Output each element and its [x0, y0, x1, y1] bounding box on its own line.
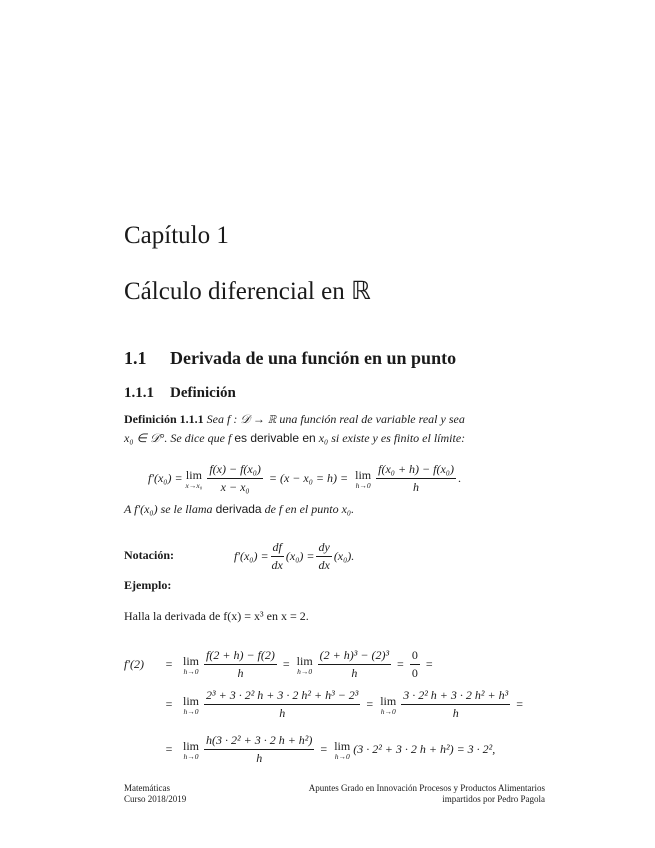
derivative-note: A f′(x₀) se le llama derivada de f en el punto x₀.: [124, 502, 355, 516]
subsection-title: Definición: [170, 385, 236, 401]
difference-quotient-h: $\frac{\text{f(x₀ + h) − f(x₀)}}{h}$: [378, 462, 454, 494]
limit-operator: lim x→x₀: [185, 467, 203, 490]
section-title: Derivada de una función en un punto: [170, 348, 457, 368]
limit-operator-h: lim h→0: [355, 467, 372, 490]
definition-block: [124, 410, 549, 448]
subsection-heading: [124, 385, 236, 402]
limit-operator: lim h→0: [183, 653, 200, 676]
footer-author: impartidos por Pedro Pagola: [442, 794, 545, 804]
limit-definition-formula: [148, 462, 461, 495]
formula-end: .: [457, 471, 461, 485]
footer-course: Matemáticas: [124, 783, 170, 793]
subsection-number: 1.1.1: [124, 385, 154, 401]
dy-dx-fraction: $\frac{dy}{dx}$: [318, 540, 330, 572]
footer-year: Curso 2018/2019: [124, 794, 187, 804]
section-number: 1.1: [124, 348, 147, 368]
section-heading: [124, 348, 456, 369]
chapter-label: Capítulo 1: [124, 222, 229, 249]
definition-line2-b: x₀ si existe y es finito el límite:: [315, 431, 466, 445]
difference-quotient: $\frac{\text{f(x) − f(x₀)}}{\text{x − x₀}}$: [209, 462, 261, 494]
substitution-text: = (x − x₀ = h) =: [268, 471, 349, 485]
footer-right: [309, 783, 545, 805]
definition-line1: Sea f : 𝒟 → ℝ una función real de variable real y sea: [206, 412, 465, 426]
example-statement: Halla la derivada de f(x) = x³ en x = 2.: [124, 609, 309, 623]
computation-row-1: f′(2) = lim h→0 $\frac{f(2 + h) - f(2)}{h}$ = lim h→0 $\frac{\text{(2 + h)³ − (2)³}}{h}$ = $\frac{0}{0}$ =: [124, 648, 433, 680]
definition-line2-a: x₀ ∈ 𝒟°. Se dice que f: [124, 431, 235, 445]
chapter-title: Cálculo diferencial en ℝ: [124, 278, 371, 305]
formula-lhs: f′(x₀) =: [148, 471, 183, 485]
footer-left: [124, 783, 186, 805]
df-dx-fraction: $\frac{df}{dx}$: [271, 540, 283, 572]
example-label: Ejemplo:: [124, 578, 172, 592]
notation-formula: f′(x₀) = $\frac{df}{dx}$ (x₀) = $\frac{dy}{dx}$ (x₀).: [234, 540, 355, 572]
footer-notes-title: Apuntes Grado en Innovación Procesos y Productos Alimentarios: [308, 783, 545, 793]
computation-row-2: = lim h→0 $\frac{\text{2³ + 3 · 2² h + 3 · 2 h² + h³ − 2³}}{h}$ = lim h→0 $\frac{\text{3 · 2² h + 3 · 2 h² + h³}}{h}$ =: [165, 688, 523, 720]
definition-derivable-term: es derivable en: [234, 431, 316, 445]
computation-row-3: = lim h→0 $\frac{\text{h(3 · 2² + 3 · 2 h + h²)}}{h}$ = lim h→0 (3 · 2² + 3 · 2 h + h²) = 3 · 2²,: [165, 733, 496, 765]
derivada-term: derivada: [215, 502, 262, 516]
definition-label: Definición 1.1.1: [124, 412, 204, 426]
notation-label: Notación:: [124, 548, 174, 562]
